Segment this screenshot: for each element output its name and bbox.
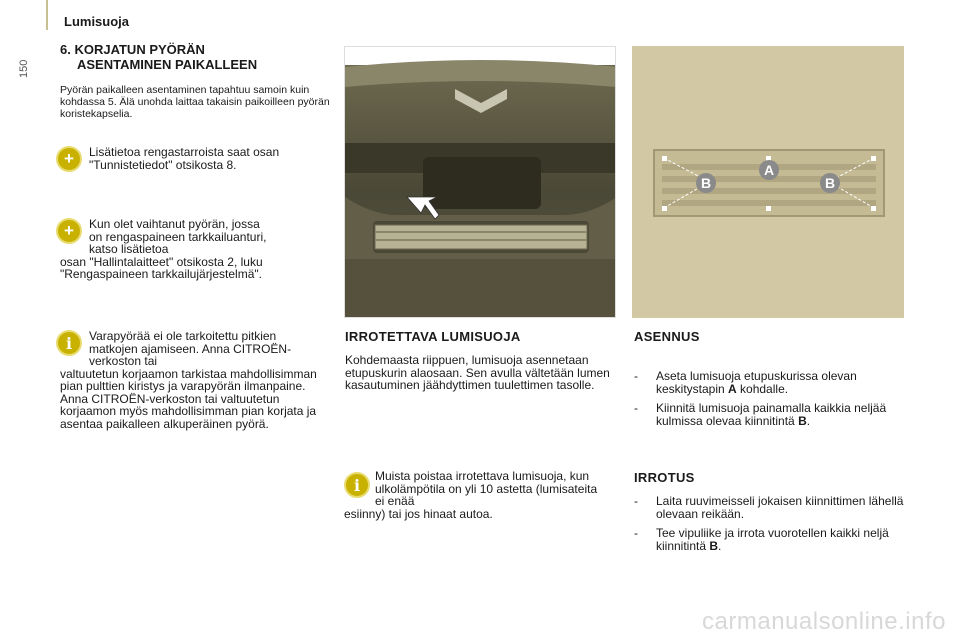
section-heading xyxy=(60,42,340,72)
warning-text-a: Varapyörää ei ole tarkoitettu pitkien matkojen ajamiseen. Anna CITROËN-verkoston tai xyxy=(89,329,292,368)
plus-icon: + xyxy=(56,218,82,244)
remove-list xyxy=(632,495,912,559)
watermark: carmanualsonline.info xyxy=(702,608,946,635)
list-item: - Laita ruuvimeisseli jokaisen kiinnittimen lähellä olevaan reikään. xyxy=(634,494,904,521)
tip-pressure-sensor xyxy=(60,218,332,281)
heading-line-2: ASENTAMINEN PAIKALLEEN xyxy=(77,57,258,72)
snow-guard-heading: IRROTETTAVA LUMISUOJA xyxy=(345,329,521,344)
list-item: - Tee vipuliike ja irrota vuorotellen kaikki neljä kiinnitintä B. xyxy=(634,526,889,553)
note-text-a: Muista poistaa irrotettava lumisuoja, kun ulkolämpötila on yli 10 astetta (lumisateita ei enää xyxy=(375,469,598,508)
info-icon: i xyxy=(344,472,370,498)
remove-heading: IRROTUS xyxy=(634,470,695,485)
label-b-right: B xyxy=(824,175,836,191)
tip-related-info: Lisätietoa rengastarroista saat osan "Tunnistetiedot" otsikosta 8. xyxy=(89,145,280,172)
warning-spare-wheel xyxy=(60,330,320,430)
list-item: - Aseta lumisuoja etupuskurissa olevan keskitystapin A kohdalle. xyxy=(634,369,857,396)
tip-pressure-text-b: osan "Hallintalaitteet" otsikosta 2, luku "Rengaspaineen tarkkailujärjestelmä". xyxy=(60,254,263,281)
intro-paragraph: Pyörän paikalleen asentaminen tapahtuu samoin kuin kohdassa 5. Älä unohda laittaa takaisin paikoilleen pyörän koristekapselia. xyxy=(60,84,330,120)
info-icon: i xyxy=(56,330,82,356)
margin-rule xyxy=(46,0,48,30)
label-a: A xyxy=(763,162,775,178)
install-list xyxy=(632,370,912,434)
install-heading: ASENNUS xyxy=(634,329,700,344)
label-b-left: B xyxy=(700,175,712,191)
note-remove-guard xyxy=(344,470,616,520)
snow-guard-diagram xyxy=(632,46,904,318)
mounting-diagram xyxy=(632,46,904,318)
bumper-illustration xyxy=(345,47,616,318)
list-item: - Kiinnitä lumisuoja painamalla kaikkia neljää kulmissa olevaa kiinnitintä B. xyxy=(634,401,887,428)
snow-guard-description: Kohdemaasta riippuen, lumisuoja asennetaan etupuskurin alaosaan. Sen avulla vältetään lumen kasautuminen jäähdyttimen tuulettimen tasolle. xyxy=(345,353,610,392)
heading-line-1: 6. KORJATUN PYÖRÄN xyxy=(60,42,205,57)
page-number: 150 xyxy=(18,59,30,78)
plus-icon: + xyxy=(56,146,82,172)
warning-text-b: valtuutetun korjaamon tarkistaa mahdollisimman pian pulttien kiristys ja varapyörän ilmanpaine. Anna CITROËN-verkoston tai valtuutetun korjaamon myös mahdollisimman pian korjata ja asentaa paikalleen alkuperäinen pyörä. xyxy=(60,366,317,431)
note-text-b: esiinny) tai jos hinaat autoa. xyxy=(344,506,493,521)
section-title: Lumisuoja xyxy=(64,14,130,29)
snow-guard-photo xyxy=(344,46,616,318)
tip-pressure-text-a: Kun olet vaihtanut pyörän, jossa on rengaspaineen tarkkailuanturi, katso lisätietoa xyxy=(89,217,267,256)
